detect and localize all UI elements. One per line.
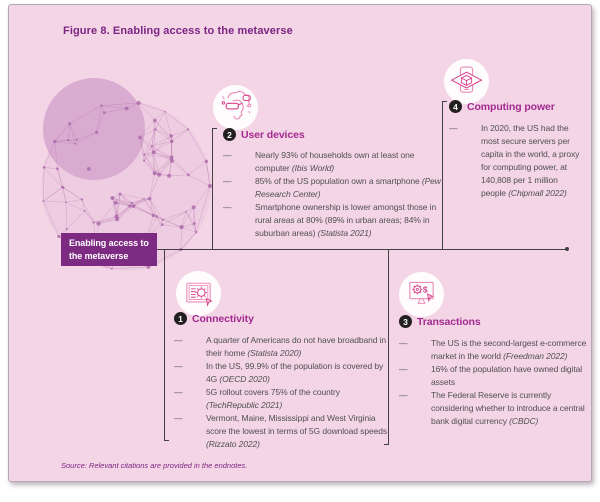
bullet-item: — In the US, 99.9% of the population is covered by 4G (OECD 2020): [174, 361, 384, 384]
monitor-gear-dollar-icon: [399, 272, 444, 317]
figure-title: Figure 8. Enabling access to the metaverse: [63, 25, 293, 37]
section-bullets-connectivity: [174, 334, 390, 451]
phone-ar-cube-icon: [444, 59, 489, 104]
bullet-item: — 16% of the population have owned digital assets: [399, 364, 583, 387]
section-heading-transactions: [399, 315, 481, 328]
bullet-item: — Smartphone ownership is lower amongst those in rural areas at 80% (89% in urban areas; 84% in suburban areas) (Statista 2021): [223, 202, 437, 238]
vr-headset-user-icon: [213, 85, 258, 130]
browser-network-icon: [176, 271, 221, 316]
section-bullets-transactions: [399, 337, 589, 428]
user-devices-branch-line: [212, 128, 213, 249]
section-heading-computing-power: [449, 100, 555, 113]
section-label: User devices: [241, 128, 305, 141]
connectivity-branch-line: [164, 249, 165, 441]
section-heading-connectivity: [174, 312, 254, 325]
section-number-badge: 1: [174, 312, 187, 325]
connectivity-branch-tick: [164, 440, 169, 441]
section-number-badge: 2: [223, 128, 236, 141]
section-number-badge: 4: [449, 100, 462, 113]
bullet-item: — 5G rollout covers 75% of the country (TechRepublic 2021): [174, 387, 340, 410]
bullet-item: — A quarter of Americans do not have broadband in their home (Statista 2020): [174, 335, 387, 358]
connector-end-dot: [565, 247, 569, 251]
bullet-item: — Nearly 93% of households own at least one computer (Ibis World): [223, 150, 415, 173]
svg-text:$: $: [422, 284, 428, 295]
connector-horizontal-line: [151, 249, 568, 250]
center-node-label-line1: Enabling access to: [69, 238, 149, 248]
bullet-item: — In 2020, the US had the most secure servers per capita in the world, a proxy for computing power, at 140,808 per 1 million people (Chipmall 2022): [449, 123, 580, 198]
section-label: Transactions: [417, 315, 481, 328]
section-bullets-user-devices: [223, 149, 443, 240]
center-node-label-line2: the metaverse: [69, 250, 129, 261]
figure-panel: [8, 4, 592, 482]
user-devices-branch-tick: [212, 128, 217, 129]
bullet-item: — 85% of the US population own a smartphone (Pew Research Center): [223, 176, 441, 199]
bullet-item: — The Federal Reserve is currently considering whether to introduce a central bank digital currency (CBDC): [399, 390, 585, 426]
section-number-badge: 3: [399, 315, 412, 328]
section-label: Connectivity: [192, 312, 254, 325]
bullet-item: — Vermont, Maine, Mississippi and West Virginia score the lowest in terms of 5G download speeds (Rizzato 2022): [174, 413, 387, 449]
source-note: Source: Relevant citations are provided in the endnotes.: [61, 461, 248, 470]
section-heading-user-devices: [223, 128, 305, 141]
section-bullets-computing-power: [449, 122, 581, 200]
section-label: Computing power: [467, 100, 555, 113]
bullet-item: — The US is the second-largest e-commerce market in the world (Freedman 2022): [399, 338, 587, 361]
center-node: [61, 233, 157, 266]
